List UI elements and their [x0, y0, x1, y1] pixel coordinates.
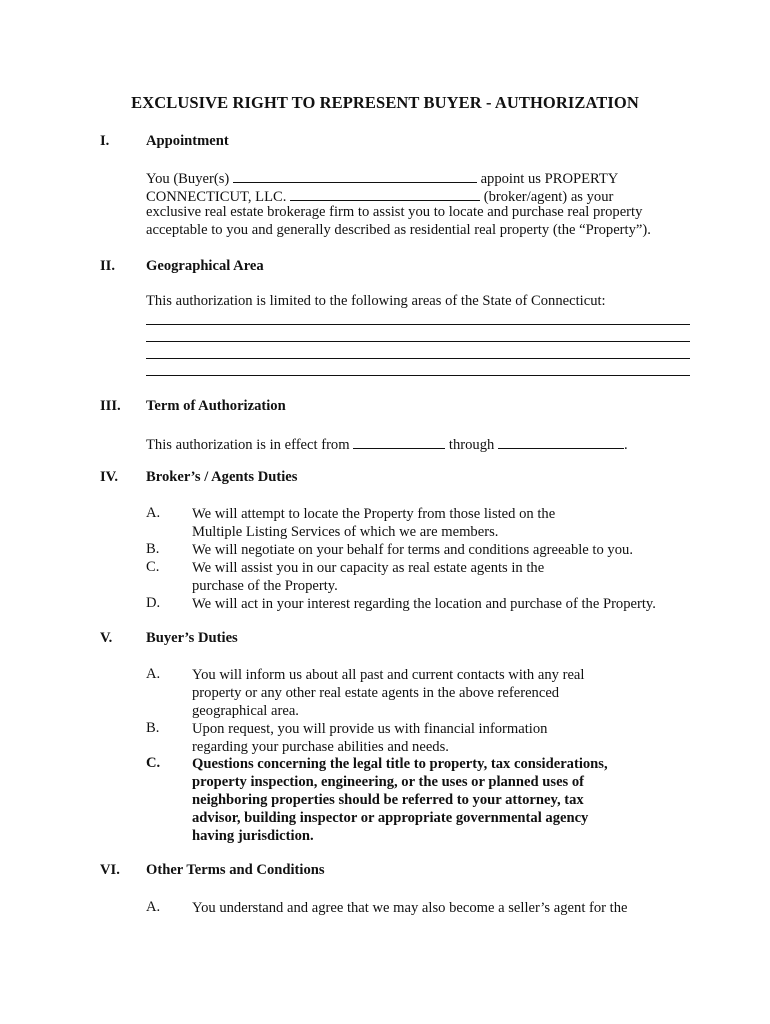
buyer-duty-b [192, 720, 692, 756]
appointment-line-2 [146, 186, 613, 206]
broker-duty-d [192, 595, 692, 613]
broker-duty-d-line-1: We will act in your interest regarding the location and purchase of the Property. [192, 596, 656, 612]
buyer-duty-c-line-2: property inspection, engineering, or the uses or planned uses of [192, 774, 585, 790]
appointment-text-company: CONNECTICUT, LLC. [146, 189, 287, 205]
section-heading-broker-duties: Broker’s / Agents Duties [146, 469, 298, 485]
term-line [146, 434, 628, 454]
buyer-duty-c [192, 755, 692, 845]
document-title: EXCLUSIVE RIGHT TO REPRESENT BUYER - AUTHORIZATION [131, 93, 639, 112]
appointment-text-appoint: appoint us PROPERTY [480, 171, 619, 187]
other-term-letter-a: A. [146, 899, 161, 915]
appointment-text-broker: (broker/agent) as your [483, 189, 614, 205]
buyer-duty-b-line-1: Upon request, you will provide us with financial information [192, 721, 548, 737]
broker-duty-b-line-1: We will negotiate on your behalf for terms and conditions agreeable to you. [192, 542, 633, 558]
buyer-duty-letter-a: A. [146, 666, 161, 682]
appointment-line-4: acceptable to you and generally described as residential real property (the “Property”). [146, 222, 651, 238]
buyer-duty-letter-c: C. [146, 755, 161, 771]
broker-duty-c-line-2: purchase of the Property. [192, 578, 338, 594]
section-heading-appointment: Appointment [146, 133, 229, 149]
term-text-through: through [448, 437, 495, 453]
appointment-text-buyer: You (Buyer(s) [146, 171, 230, 187]
broker-duty-b [192, 541, 692, 559]
broker-duty-letter-a: A. [146, 505, 161, 521]
appointment-line-1 [146, 168, 618, 188]
buyer-duty-a-line-2: property or any other real estate agents in the above referenced [192, 685, 560, 701]
broker-duty-a-line-1: We will attempt to locate the Property from those listed on the [192, 506, 556, 522]
broker-agent-blank[interactable] [290, 186, 480, 201]
broker-duty-letter-b: B. [146, 541, 160, 557]
geo-blank-line-4[interactable] [146, 375, 690, 376]
broker-duty-a-line-2: Multiple Listing Services of which we are members. [192, 524, 499, 540]
buyer-duty-b-line-2: regarding your purchase abilities and needs. [192, 739, 449, 755]
section-heading-buyer-duties: Buyer’s Duties [146, 630, 238, 646]
buyer-duty-c-line-3: neighboring properties should be referred to your attorney, tax [192, 792, 584, 808]
section-heading-geographical-area: Geographical Area [146, 258, 264, 274]
section-number-3: III. [100, 398, 121, 414]
section-number-6: VI. [100, 862, 120, 878]
buyer-name-blank[interactable] [233, 168, 477, 183]
broker-duty-c-line-1: We will assist you in our capacity as real estate agents in the [192, 560, 545, 576]
buyer-duty-c-line-5: having jurisdiction. [192, 828, 314, 844]
term-end-blank[interactable] [498, 434, 624, 449]
broker-duty-c [192, 559, 692, 595]
broker-duty-letter-c: C. [146, 559, 160, 575]
other-term-a-line-1: You understand and agree that we may also become a seller’s agent for the [192, 900, 628, 916]
term-text-period: . [623, 437, 628, 453]
buyer-duty-c-line-4: advisor, building inspector or appropriate governmental agency [192, 810, 589, 826]
broker-duty-a [192, 505, 692, 541]
geo-blank-line-3[interactable] [146, 358, 690, 359]
section-number-1: I. [100, 133, 110, 149]
section-number-2: II. [100, 258, 116, 274]
buyer-duty-a-line-3: geographical area. [192, 703, 299, 719]
broker-duty-letter-d: D. [146, 595, 161, 611]
section-heading-other-terms: Other Terms and Conditions [146, 862, 325, 878]
section-number-5: V. [100, 630, 113, 646]
buyer-duty-letter-b: B. [146, 720, 160, 736]
term-start-blank[interactable] [353, 434, 445, 449]
section-heading-term: Term of Authorization [146, 398, 286, 414]
buyer-duty-c-line-1: Questions concerning the legal title to property, tax considerations, [192, 756, 608, 772]
buyer-duty-a-line-1: You will inform us about all past and current contacts with any real [192, 667, 585, 683]
geo-blank-line-1[interactable] [146, 324, 690, 325]
term-text-from: This authorization is in effect from [146, 437, 350, 453]
geo-blank-line-2[interactable] [146, 341, 690, 342]
other-term-a [192, 899, 712, 917]
section-number-4: IV. [100, 469, 118, 485]
buyer-duty-a [192, 666, 692, 720]
appointment-line-3: exclusive real estate brokerage firm to assist you to locate and purchase real property [146, 204, 643, 220]
geo-text: This authorization is limited to the following areas of the State of Connecticut: [146, 293, 606, 309]
